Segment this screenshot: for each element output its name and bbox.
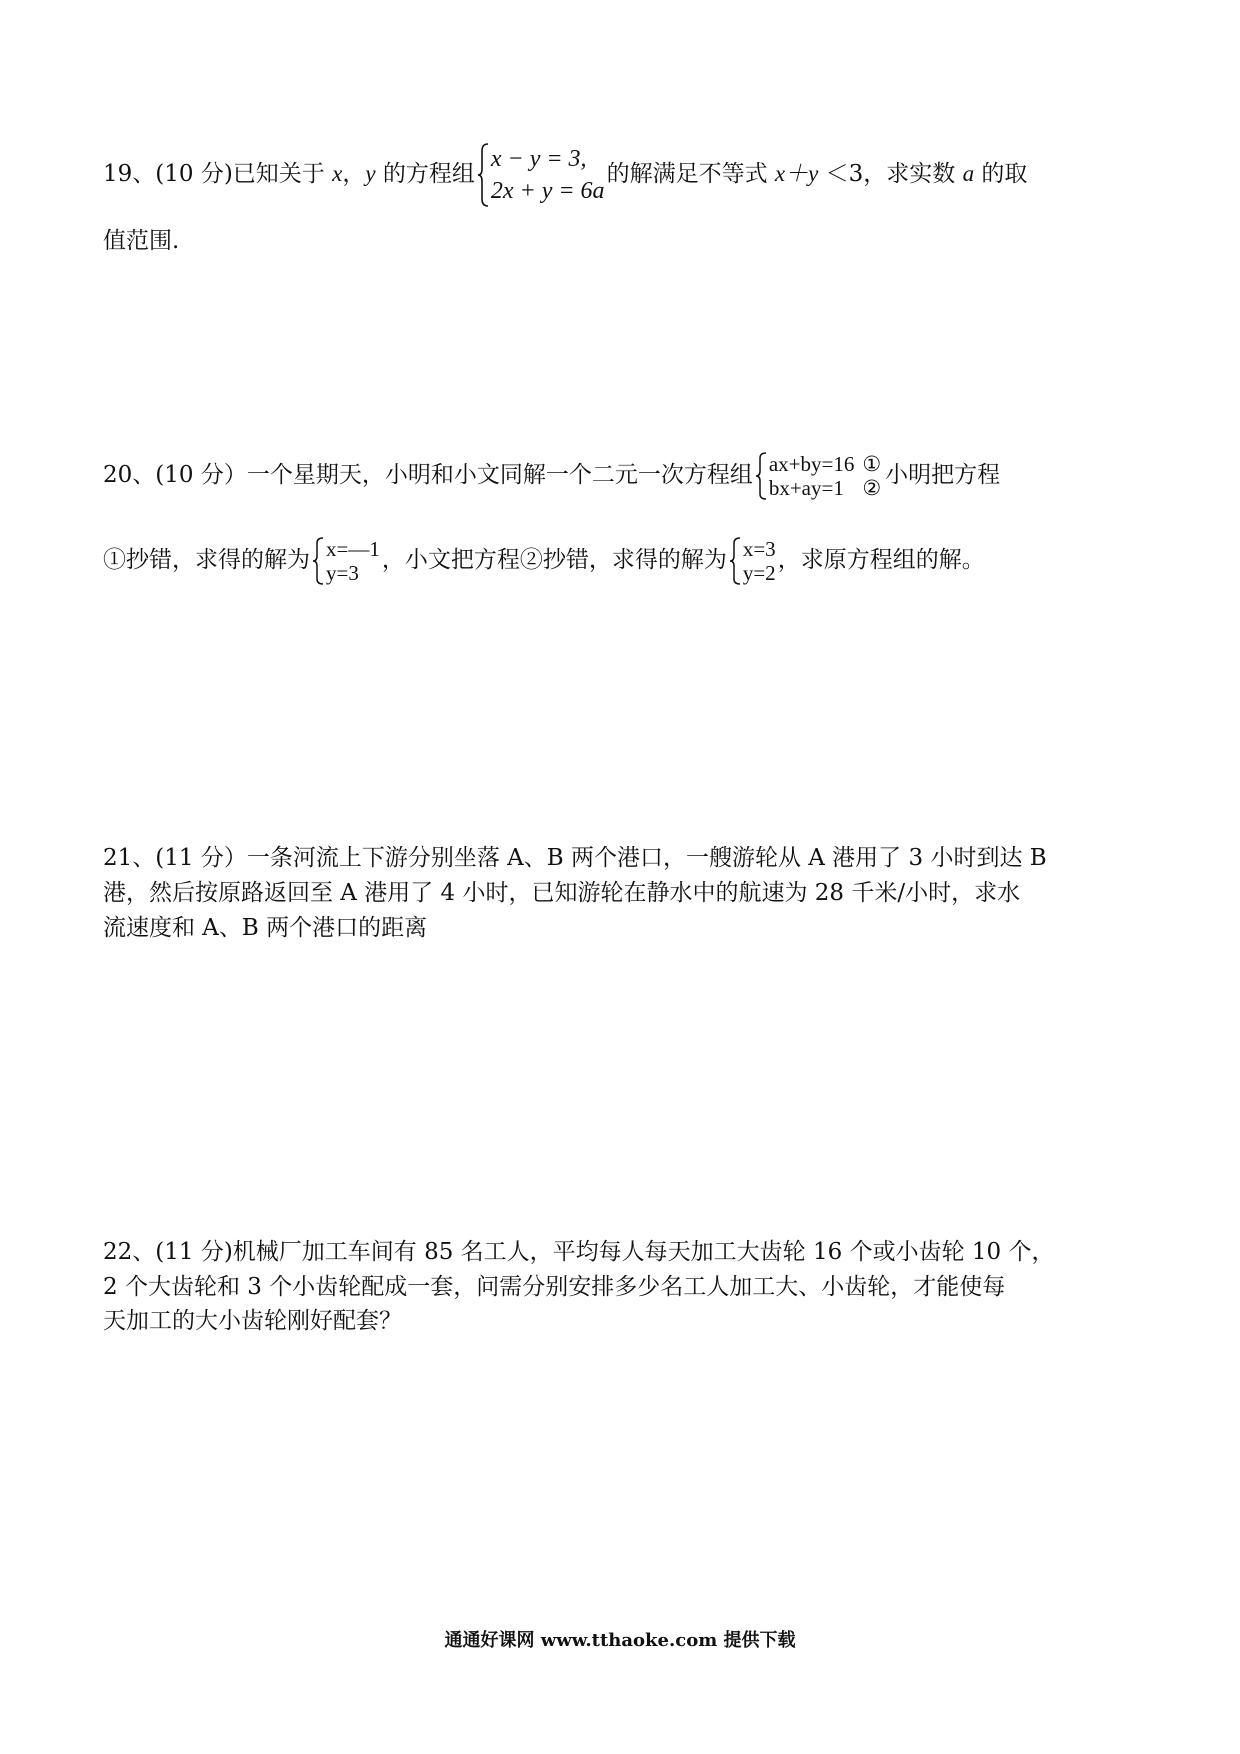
q20-mark1: ① <box>862 452 882 476</box>
q19-eq1: x − y = 3, <box>490 146 587 172</box>
q20-suffix: 小明把方程 <box>885 462 1001 488</box>
q19-inequality: x＋y <box>774 161 819 186</box>
q20-eq2: bx+ay=1 <box>768 476 844 500</box>
q19-prefix: 19、(10 分)已知关于 <box>103 161 333 187</box>
q22-line1: 22、(11 分)机械厂加工车间有 85 名工人，平均每人每天加工大齿轮 16 个或小齿轮 10 个， <box>103 1239 1055 1265</box>
q19-line1 <box>103 143 1027 207</box>
q19-equation-system <box>477 143 605 207</box>
q20-line2-suffix: ，求原方程组的解。 <box>777 547 985 573</box>
q20-equation-system <box>755 452 855 500</box>
q20-prefix: 20、(10 分）一个星期天，小明和小文同解一个二元一次方程组 <box>103 462 753 488</box>
brace-icon <box>477 143 489 207</box>
q20-line1 <box>103 452 1000 500</box>
q19-suffix: 的取 <box>974 161 1028 187</box>
q19-after-vars: 的方程组 <box>375 161 475 187</box>
q19-var-x: x <box>332 161 343 186</box>
q22-line2: 2 个大齿轮和 3 个小齿轮配成一套，问需分别安排多少名工人加工大、小齿轮，才能使每 <box>103 1274 1006 1300</box>
q19-sep: ， <box>342 161 366 187</box>
q20-line2-prefix: ①抄错，求得的解为 <box>103 547 310 573</box>
q19-inequality-rest: ＜3，求实数 <box>818 161 963 187</box>
q20-sol1-x: x=—1 <box>326 537 380 561</box>
q20-sol1-y: y=3 <box>326 561 359 585</box>
q20-solution2 <box>729 537 776 585</box>
q20-sol2-y: y=2 <box>742 561 776 585</box>
q19-mid: 的解满足不等式 <box>606 161 775 187</box>
q20-equation-marks <box>862 452 881 500</box>
q19-eq2: 2x + y = 6a <box>490 178 605 204</box>
brace-icon <box>755 452 767 500</box>
q21-line1: 21、(11 分）一条河流上下游分别坐落 A、B 两个港口，一艘游轮从 A 港用了 3 小时到达 B <box>103 845 1047 871</box>
q19-var-a: a <box>962 161 975 186</box>
q22-line3: 天加工的大小齿轮刚好配套？ <box>103 1308 402 1334</box>
q21-line2: 港，然后按原路返回至 A 港用了 4 小时，已知游轮在静水中的航速为 28 千米/小时，求水 <box>103 880 1021 906</box>
q20-line2-mid: ，小文把方程②抄错，求得的解为 <box>381 547 727 573</box>
q20-mark2: ② <box>862 476 882 500</box>
brace-icon <box>729 537 741 585</box>
q19-line2: 值范围. <box>103 228 180 254</box>
footer-credit: 通通好课网 www.tthaoke.com 提供下载 <box>444 1630 796 1651</box>
q19-var-y: y <box>365 161 376 186</box>
q21-line3: 流速度和 A、B 两个港口的距离 <box>103 915 428 941</box>
brace-icon <box>312 537 324 585</box>
q20-sol2-x: x=3 <box>742 537 776 561</box>
q20-line2 <box>103 537 985 585</box>
q20-solution1 <box>312 537 380 585</box>
q20-eq1: ax+by=16 <box>768 452 855 476</box>
